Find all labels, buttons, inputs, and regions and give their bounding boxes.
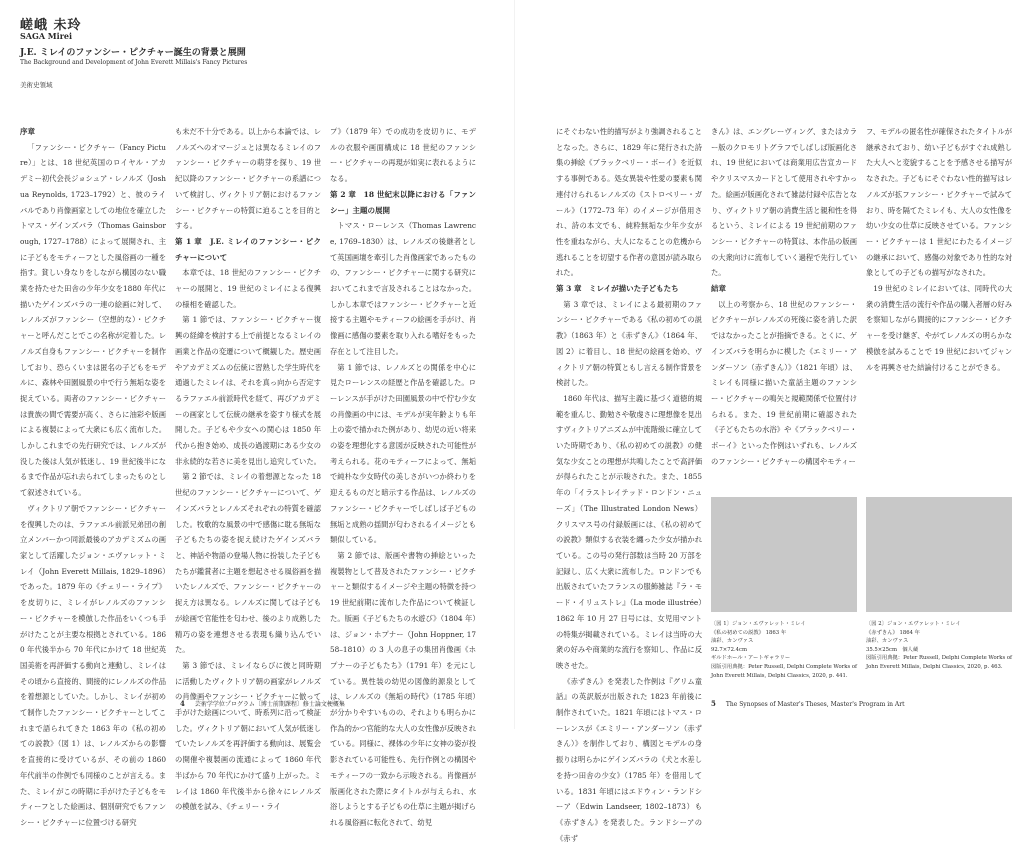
- figure-1-caption: [711, 620, 857, 680]
- section-heading: 第 2 章 18 世紀末以降における「ファンシー」主題の展開: [330, 189, 476, 215]
- thesis-title-jp: J.E. ミレイのファンシー・ピクチャー誕生の背景と展開: [20, 48, 246, 58]
- thesis-title-en: The Background and Development of John Everett Millais's Fancy Pictures: [20, 59, 248, 66]
- body-paragraph: プ》（1879 年）での成功を皮切りに、モデルの衣服や画面構成に 18 世紀のファンシー・ピクチャーの再現が如実に表れるようになる。: [330, 127, 476, 184]
- caption-line: 図版引用典拠：Peter Russell, Delphi Complete Works of John Everett Millais, Delphi Classics, 2020, p. 441.: [711, 663, 857, 679]
- body-paragraph: きん》は、エングレーヴィング、またはカラー版のクロモリトグラフでしばしば版画化され、19 世紀においては商業用広告宣カードやクリスマスカードとして使用されやすかった。絵画が版画化されて雑誌付録や広告となり、ヴィクトリア朝の消費生活と親和性を得るという、ミレイによる 19 世紀前期のファンシー・ピクチャーの特質は、本作品の版画の大衆向けに流布していく過程で先行していた。: [711, 127, 858, 278]
- text-column-4: [556, 124, 702, 846]
- body-paragraph: 本章では、18 世紀のファンシー・ピクチャーの展開と、19 世紀のミレイによる復興の様相を確認した。: [175, 268, 321, 309]
- body-paragraph: も未だ不十分である。以上から本論では、レノルズへのオマージュとは異なるミレイのファンシー・ピクチャーの萌芽を探り、19 世紀以降のファンシー・ピクチャーの系譜について検討し、ヴィクトリア朝におけるファンシー・ピクチャーの特質に迫ることを目的とする。: [175, 127, 321, 231]
- author-name-en: SAGA Mirei: [20, 31, 73, 41]
- body-paragraph: 第 1 節では、ファンシー・ピクチャー復興の経緯を検討する上で前提となるミレイの画業と作品の変遷について概観した。歴史画やアカデミズムの伝統に習熟した学生時代を通過したミレイは、それを真っ向から否定するラファエル前派時代を経て、再びアカデミーの画家として伝統の継承を姿すり様式を展開した。子どもや少女への関心は 1850 年代から抱き始め、成長の過渡期にある少女の非永続的な若さに美を見出し追究していた。: [175, 315, 321, 466]
- footer-right-text: The Synopses of Master's Theses, Master's Program in Art: [725, 701, 905, 708]
- footer-left: [180, 699, 345, 708]
- text-column-1: [20, 124, 166, 831]
- footer-right: [711, 699, 905, 708]
- discipline-label: 美術史領域: [20, 81, 53, 89]
- author-name-jp: 嵯峨 未玲: [20, 18, 82, 33]
- caption-line: 〔図 2〕ジョン・エヴァレット・ミレイ: [866, 621, 961, 627]
- body-paragraph: 「ファンシー・ピクチャー（Fancy Picture）」とは、18 世紀英国のロイヤル・アカデミー初代会長ジョシュア・レノルズ（Joshua Reynolds, 1723–1792）と、彼のライバルであり肖像画家としての地位を確立したトマス・ゲインズバラ（Thomas Gainsborough, 1727–1788）によって展開され、主に子どもをモティーフとした風俗画の一種を指す。貧しい身なりをしながら構図のない職業を持たせた田舎の少年少女を1880 年代に描いたゲインズバラの一連の絵画に対して、レノルズがファンシー（空想的な）・ピクチャーと呼んだことでこの名称が定着した。レノルズ自身もファンシー・ピクチャーを制作しており、恐らくいまは匿名の子どもをモデルに、森林や田園風景の中で行う無垢な姿を捉えている。両者のファンシー・ピクチャーは貴族の間で需要が高く、さらに油彩や版画による複製によって大衆にも広く流布した。しかしこれまでの先行研究では、レノルズが没した後は人気が低迷し、19 世紀後半になるまで作品が忘れ去られてしまったものとして叙述されている。: [20, 142, 167, 498]
- body-paragraph: ヴィクトリア朝でファンシー・ピクチャーを復興したのは、ラファエル前派兄弟団の創立メンバーかつ同派最後のアカデミズムの画家として活躍したジョン・エヴァレット・ミレイ（John Everett Millais, 1829–1896）であった。1879 年の《チェリー・ライプ》を皮切りに、ミレイがレノルズのファンシー・ピクチャーを模倣した作品をいくつも手がけたことが主要な根拠とされている。1860 年代後半から 70 年代にかけて 18 世紀英国美術を再評価する動向と連動し、ミレイはその頃から直接的、間接的にレノルズの作品を着想源としていた。しかし、ミレイが初めて制作したファンシー・ピクチャーとしてこれまで語られてきた 1863 年の《私の初めての説教》（図 1）は、レノルズからの影響を直接的に受けているが、その前の 1860 年代前半の作例でも同様のことが言える。また、ミレイがこの時期に手がけた子どもをモティーフとした絵画は、個別研究でもファンシー・ピクチャーに位置づける研究: [20, 503, 166, 827]
- caption-line: 35.5×25cm 個人蔵: [866, 646, 919, 653]
- figure-1-image-placeholder: [711, 497, 857, 612]
- caption-line: 油彩、カンヴァス: [711, 638, 754, 645]
- caption-line: 《赤ずきん》 1864 年: [866, 629, 920, 636]
- body-paragraph: 第 3 章では、ミレイによる最初期のファンシー・ピクチャーである《私の初めての説教》（1863 年）と《赤ずきん》（1864 年、図 2）に着目し、18 世紀の絵画を始め、ヴィクトリア朝の特質ともし言える制作背景を検討した。: [556, 299, 702, 388]
- figure-2-image-placeholder: [866, 497, 1012, 612]
- section-heading: 序章: [20, 127, 35, 136]
- body-paragraph: 第 3 節では、ミレイならびに彼と同時期に活動したヴィクトリア朝の画家がレノルズの肖像画やファンシー・ピクチャーに倣って手がけた絵画について、時系列に沿って検証した。ヴィクトリア朝において人気が低迷していたレノルズを再評価する動向は、展覧会の開催や複製画の流通によって 1860 年代半ばから 70 年代にかけて盛り上がった。ミレイは 1860 年代後半から徐々にレノルズの模倣を試み、《チェリー・ライ: [175, 660, 321, 812]
- caption-line: 《私の初めての説教》 1863 年: [711, 629, 787, 636]
- caption-line: ギルドホール・アートギャラリー: [711, 655, 791, 662]
- text-column-2: [175, 124, 321, 815]
- section-heading: 第 1 章 J.E. ミレイのファンシー・ピクチャーについて: [175, 236, 321, 262]
- section-heading: 結章: [711, 284, 726, 294]
- text-column-6: [866, 124, 1012, 375]
- caption-line: 〔図 1〕ジョン・エヴァレット・ミレイ: [711, 621, 806, 627]
- body-paragraph: 第 1 節では、レノルズとの関係を中心に見たローレンスの経歴と作品を確認した。ローレンスが手がけた田園風景の中で佇む少女の肖像画の中には、モデルが実年齢よりも年上の姿で描かれた例があり、幼児の近い将来の姿を理想化する意図が反映された可能性が考えられる。花のモティーフによって、無垢で純朴な少女時代の美しさがいつか終わりを迎えるものだと暗示する作品は、レノルズのファンシー・ピクチャーでしばしば子どもの無垢と成熟の揺間が匂わされるイメージとも類似している。: [330, 362, 476, 545]
- page-number-right: 5: [711, 699, 716, 708]
- page-number-left: 4: [180, 699, 185, 708]
- body-paragraph: フ、モデルの匿名性が確保されたタイトルが継承されており、幼い子どもがすぐれ成熟した大人へと変貌することを予感させる描写がなされた。子どもにそぐわない性的描写はレノルズが拡ファンシー・ピクチャーで試みており、時を隔てたミレイも、大人の女性像を幼い少女の仕草に反映させている。ファンシー・ピクチャーは 1 世紀にわたるイメージの継承において、感傷の対象であり性的な対象としての子どもの描写がなされた。: [866, 127, 1012, 278]
- page-gutter: [514, 0, 515, 729]
- body-paragraph: 以上の考察から、18 世紀のファンシー・ピクチャーがレノルズの死後に姿を消した訳ではなかったことが指摘できる。とくに、ゲインズバラを明らかに模した《エミリー・アンダーソン（赤ずきん）》（1821 年頃）は、ミレイも同様に描いた童話主題のファンシー・ピクチャーの鳴矢と規範関係で位置付けられる。また、19 世紀前期に確認された《子どもたちの水浴》や《ブラックベリー・ボーイ》といった作例はいずれも、レノルズのファンシー・ピクチャーの構図やモティー: [711, 299, 857, 466]
- figure-2-caption: [866, 620, 1012, 672]
- section-heading: 第 3 章 ミレイが描いた子どもたち: [556, 284, 679, 294]
- body-paragraph: 《赤ずきん》を発表した作例は『グリム童話』の英訳版が出版された 1823 年前後に制作されていた。1821 年頃にはトマス・ローレンスが《エミリー・アンダーソン（赤ずきん）》を制作しており、構図とモデルの身振りは明らかにゲインズバラの《犬と水差しを持つ田舎の少女》（1785 年）を借用している。1831 年頃にはエドウィン・ランドシーア（Edwin Landseer, 1802–1873）も《赤ずきん》を発表した。ランドシーアの《赤ず: [556, 676, 702, 843]
- caption-line: 油彩、カンヴァス: [866, 638, 909, 645]
- text-column-5: [711, 124, 857, 469]
- body-paragraph: にそぐわない性的描写がより強調されることとなった。さらに、1829 年に発行された詩集の挿絵《ブラックベリー・ボーイ》を近似する事例である。処女異装や性愛の要素も関連付けられるレノルズの《ストロベリー・ガール》（1772–73 年）のイメージが借用され、詩の本文でも、純粋無垢な少年少女が性を重ねながら、大人になることの危機から逃れることを切望する作者の意図が読み取られた。: [556, 127, 702, 278]
- body-paragraph: 1860 年代は、描写主義に基づく道徳的規範を重んじ、勤勉さや敬虔さに理想像を見出すヴィクトリアニズムが中流階級に確立していた時期であり、《私の初めての説教》の健気な少女ことの理想が共鳴したことで高評価が得られたことが示唆された。また、1855 年の「イラストレイテッド・ロンドン・ニューズ」（The Illustrated London News）クリスマス号の付録版画には、《私の初めての説教》類似する衣装を纏った少女が描かれている。この号の発行部数は当時 20 万部を記録し、広く大衆に流布した。ロンドンでも出版されていたフランスの服飾雑誌『ラ・モード・イリュストレ』（La mode illustrée）1862 年 10 月 27 日号には、女児用マントの特集が掲載されている。ミレイは当時の大衆の好みや商業的な流行を察知し、作品に反映させた。: [556, 393, 702, 670]
- text-column-3: [330, 124, 476, 831]
- caption-line: 92.7×72.4cm: [711, 646, 748, 653]
- body-paragraph: トマス・ローレンス（Thomas Lawrence, 1769–1830）は、レノルズの後継者として英国画壇を牽引した肖像画家であったものの、ファンシー・ピクチャーに関する研究においてこれまで言及されることはなかった。しかし本章ではファンシー・ピクチャーと近接する主題やモティーフの絵画を手がけ、肖像画に感傷の要素を取り入れる嗜好をもった存在として注目した。: [330, 221, 476, 356]
- footer-left-text: 芸術学学位プログラム〔博士前期課程〕修士論文梗概集: [194, 701, 345, 708]
- body-paragraph: 第 2 節では、版画や書物の挿絵といった複製物として普及されたファンシー・ピクチャーと類似するイメージや主題の特徴を持つ 19 世紀前期に流布した作品について検証した。版画《子どもたちの水遊び》（1804 年）は、ジョン・ホプナー（John Hoppner, 1758–1810）の 3 人の息子の集団肖像画《ホプナーの子どもたち》（1791 年）を元にしている。異性装の幼児の図像的源泉としては、レノルズの《無垢の時代》（1785 年頃）が分かりやすいものの、それよりも明らかに作為的かつ官能的な大人の女性像が反映されている。同様に、裸体の少年に女神の姿が投影されている可能性も、先行作例との構図やモティーフの一致から示唆される。肖像画が版画化された際にタイトルが与えられ、水浴しようとする子どもの仕草に主題が掲げられる風俗画に転化されて、幼児: [330, 550, 476, 827]
- body-paragraph: 19 世紀のミレイにおいては、同時代の大衆の消費生活の流行や作品の購入者層の好みを察知しながら間接的にファンシー・ピクチャーを受け継ぎ、やがてレノルズの明らかな模倣を試みることで 19 世紀においてジャンルを再興させた結論付けることができる。: [866, 284, 1012, 372]
- body-paragraph: 第 2 節では、ミレイの着想源となった 18 世紀のファンシー・ピクチャーについて、ゲインズバラとレノルズそれぞれの特質を確認した。牧歌的な風景の中で感傷に耽る無垢な子どもたちの姿を捉え続けたゲインズバラと、神話や物語の登場人物に扮装した子どもたちが鑑賞者に主題を想起させる風俗画を描いたレノルズで、ファンシー・ピクチャーの捉え方は異なる。レノルズに関しては子どもが絵画で官能性を匂わせ、後のより成熟した精巧の姿を連想させる表現も織り込んでいた。: [175, 472, 321, 655]
- caption-line: 図版引用典拠：Peter Russell, Delphi Complete Works of John Everett Millais, Delphi Classics, 2020, p. 463.: [866, 655, 1012, 670]
